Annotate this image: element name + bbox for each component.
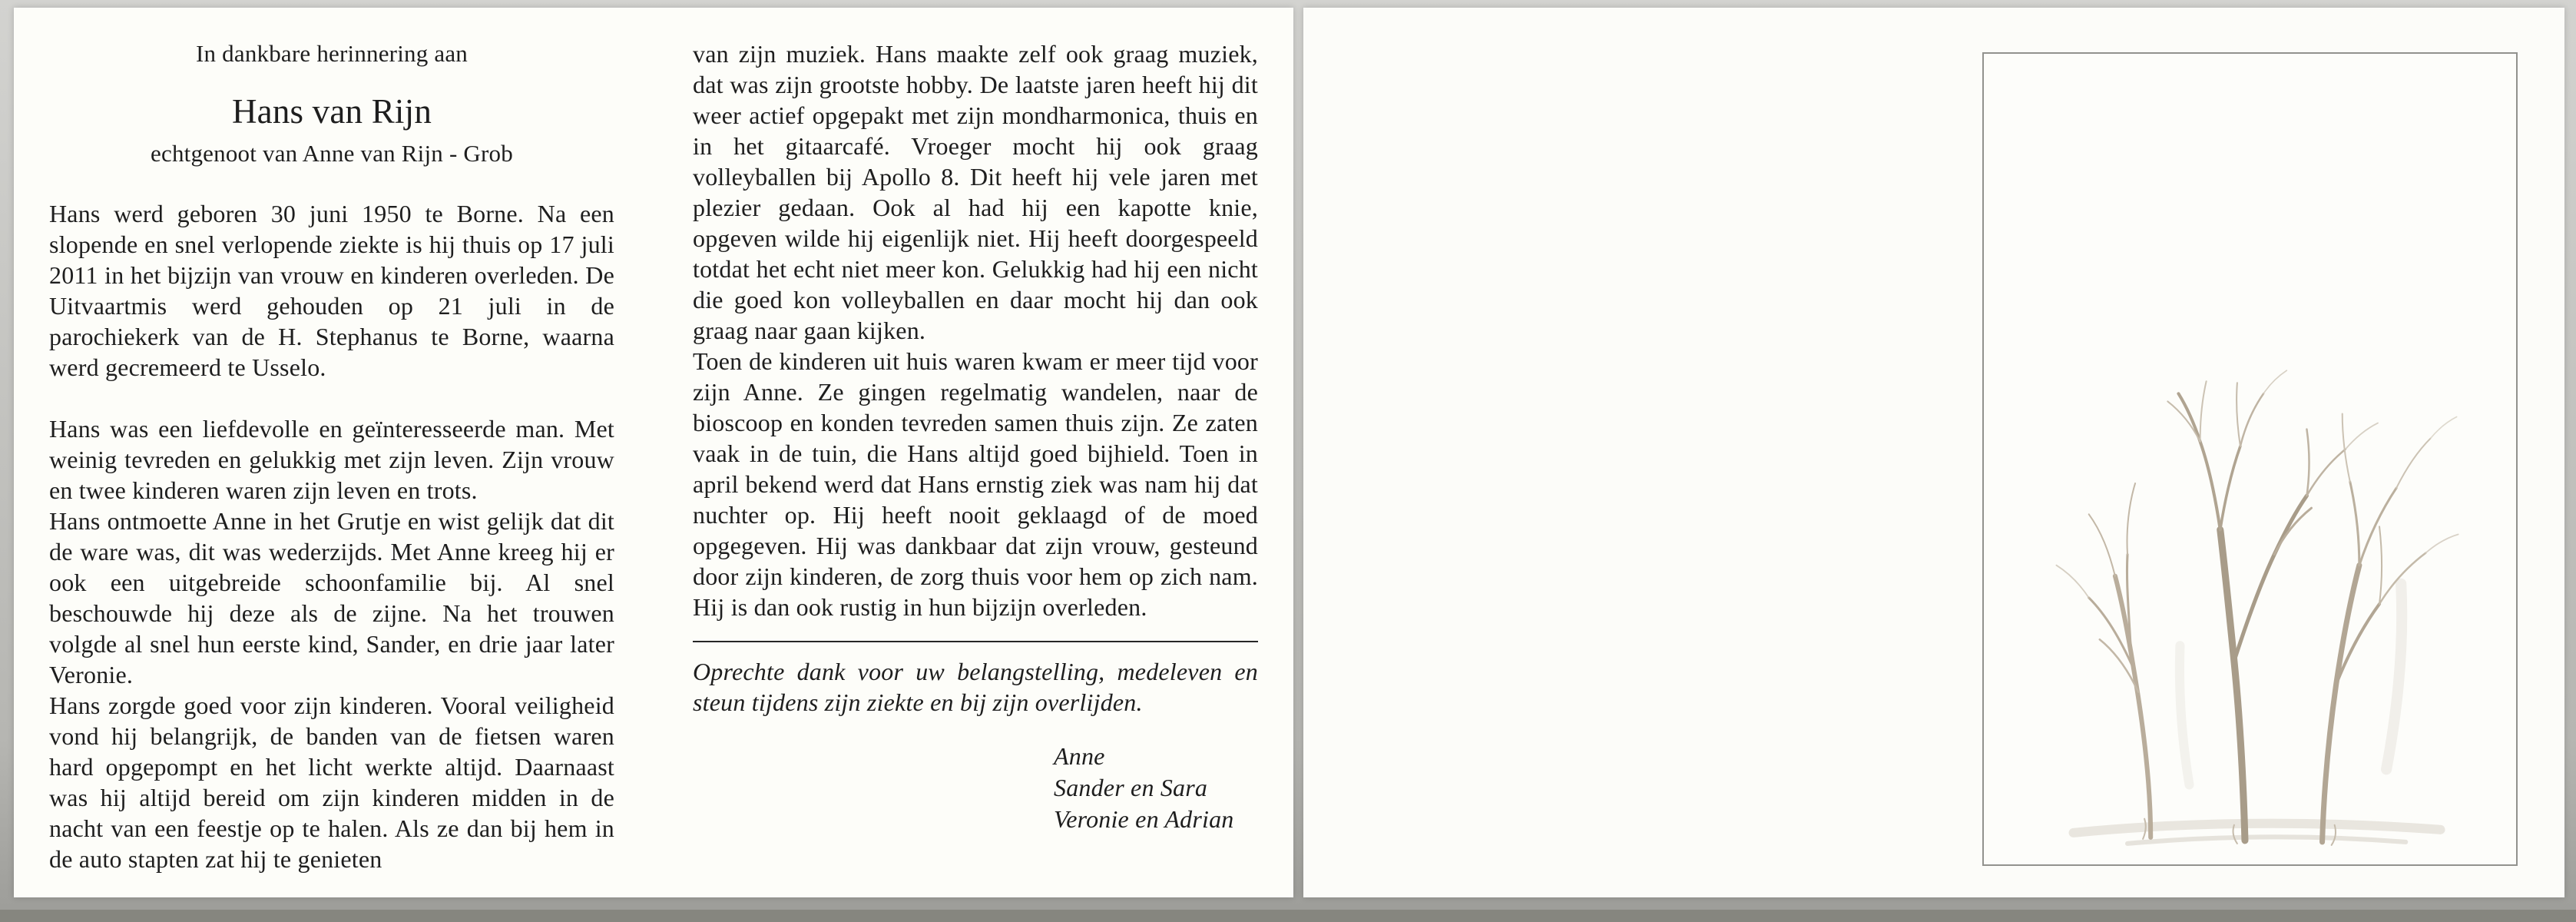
acknowledgement-text: Oprechte dank voor uw belangstelling, medeleven en steun tijdens zijn ziekte en bij zijn overlijden. (693, 658, 1258, 716)
divider-line (693, 641, 1258, 642)
signature-line: Veronie en Adrian (1054, 805, 1234, 833)
paragraph-illness: Toen de kinderen uit huis waren kwam er meer tijd voor zijn Anne. Ze gingen regelmatig wandelen, naar de bioscoop en konden tevreden samen thuis zijn. Ze zaten vaak in de tuin, die Hans altijd goed bijhield. Toen in april bekend werd dat Hans ernstig ziek was nam hij dat nuchter op. Hij heeft nooit geklaagd of de moed opgegeven. Hij was dankbaar dat zijn vrouw, gesteund door zijn kinderen, de zorg thuis voor hem op zich nam. Hij is dan ook rustig in hun bijzijn overleden. (693, 347, 1258, 621)
scan-edge (0, 910, 2576, 922)
spouse-line: echtgenoot van Anne van Rijn - Grob (151, 139, 513, 167)
signatures-block (693, 741, 1258, 835)
signature-line: Sander en Sara (1054, 774, 1208, 801)
card-header (49, 38, 614, 169)
paragraph-children: Hans zorgde goed voor zijn kinderen. Vooral veiligheid vond hij belangrijk, de banden van de fietsen waren hard opgepompt en het licht werkte altijd. Daarnaast was hij altijd bereid om zijn kinderen midden in de nacht van een feestje op te halen. Als ze dan bij hem in de auto stapten zat hij te genieten (49, 691, 614, 873)
deceased-name: Hans van Rijn (231, 92, 432, 131)
text-column-2 (693, 38, 1258, 835)
winter-trees-icon (2035, 352, 2468, 854)
paragraph-birth-death: Hans werd geboren 30 juni 1950 te Borne. Na een slopende en snel verlopende ziekte is hij thuis op 17 juli 2011 in het bijzijn van vrouw en kinderen overleden. De Uitvaartmis werd gehouden op 21 juli in de parochiekerk van de H. Stephanus te Borne, waarna werd gecremeerd te Usselo. (49, 199, 614, 381)
paragraph-character: Hans was een liefdevolle en geïnteresseerde man. Met weinig tevreden en gelukkig met zijn leven. Zijn vrouw en twee kinderen waren zijn leven en trots. (49, 414, 614, 504)
text-column-1 (49, 38, 614, 874)
intro-line: In dankbare herinnering aan (196, 40, 468, 67)
artwork-frame (1982, 52, 2518, 866)
memorial-text-panel (14, 8, 1293, 897)
signature-line: Anne (1054, 742, 1105, 770)
paragraph-music-volleyball: van zijn muziek. Hans maakte zelf ook graag muziek, dat was zijn grootste hobby. De laatste jaren heeft hij dit weer actief opgepakt met zijn mondharmonica, thuis en in het gitaarcafé. Vroeger mocht hij ook graag volleyballen bij Apollo 8. Dit heeft hij vele jaren met plezier gedaan. Ook al had hij een kapotte knie, opgeven wilde hij eigenlijk niet. Hij heeft doorgespeeld totdat het echt niet meer kon. Gelukkig had hij een nicht die goed kon volleyballen en daar mocht hij dan ook graag naar gaan kijken. (693, 40, 1258, 344)
paragraph-family: Hans ontmoette Anne in het Grutje en wist gelijk dat dit de ware was, dit was wederzijds. Met Anne kreeg hij er ook een uitgebreide schoonfamilie bij. Al snel beschouwde hij deze als de zijne. Na het trouwen volgde al snel hun eerste kind, Sander, en drie jaar later Veronie. (49, 506, 614, 688)
artwork-panel (1303, 8, 2564, 897)
